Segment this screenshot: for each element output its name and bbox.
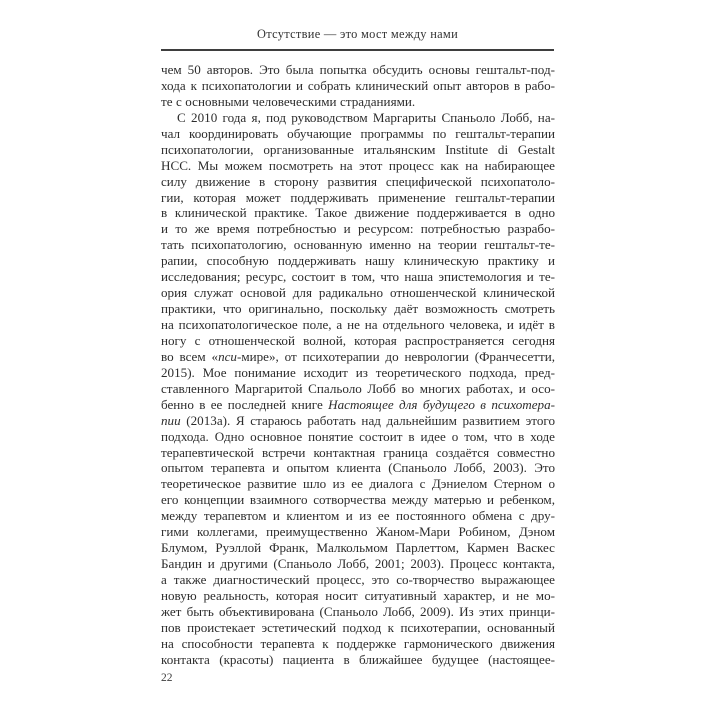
text-line: опытом терапевта и опытом клиента (Спаньоло Лобб, 2003). Это <box>161 460 555 476</box>
text-line: НСС. Мы можем посмотреть на этот процесс как на набирающее <box>161 157 555 173</box>
text-line: ставленного Маргаритой Спальоло Лобб во многих работах, и осо- <box>161 380 555 396</box>
text-line: новую реальность, которая носит ситуативный характер, и не мо- <box>161 587 555 603</box>
text-line: практики, что оригинально, поскольку даёт возможность смотреть <box>161 301 555 317</box>
text-line: жет быть объективирована (Спаньоло Лобб, 2009). Из этих принци- <box>161 603 555 619</box>
text-line: С 2010 года я, под руководством Маргариты Спаньоло Лобб, на- <box>177 109 555 125</box>
text-line: те с основными человеческими страданиями. <box>161 93 416 109</box>
text-line: психопатологии, организованные итальянским Institute di Gestalt <box>161 141 555 157</box>
text-line: рапии, способную поддерживать нашу клиническую практику и <box>161 253 555 269</box>
text-line: чал координировать обучающие программы по гештальт-терапии <box>161 125 555 141</box>
text-line: исследования; ресурс, состоит в том, что наша эпистемология и те- <box>161 269 555 285</box>
text-line: его концепции взаимного сотворчества между матерью и ребенком, <box>161 492 555 508</box>
text-line: во всем «пси-мире», от психотерапии до неврологии (Франчесетти, <box>161 348 555 364</box>
page-body <box>161 62 555 668</box>
text-line: Блумом, Руэллой Франк, Малкольмом Парлеттом, Кармен Васкес <box>161 540 555 556</box>
text-line: подхода. Одно основное понятие состоит в идее о том, что в ходе <box>161 428 555 444</box>
text-line: силу движение в сторону развития специфической психопатоло- <box>161 173 555 189</box>
text-line: Бандин и другими (Спаньоло Лобб, 2001; 2003). Процесс контакта, <box>161 556 555 572</box>
text-line: гими коллегами, преимущественно Жаном-Мари Робином, Дэном <box>161 524 555 540</box>
text-line: теоретическое развитие шло из ее диалога с Дэниелом Стерном о <box>161 476 555 492</box>
text-line: в клинической практике. Такое движение поддерживается в одно <box>161 205 555 221</box>
text-line: пии (2013a). Я стараюсь работать над дальнейшим развитием этого <box>161 412 555 428</box>
text-line: 2015). Мое понимание исходит из теоретического подхода, пред- <box>161 364 555 380</box>
text-line: терапевтической встречи контактная граница создаётся совместно <box>161 444 555 460</box>
text-line: бенно в ее последней книге Настоящее для будущего в психотера- <box>161 396 555 412</box>
header-rule <box>161 49 554 51</box>
text-line: хода к психопатологии и собрать клинический опыт авторов в рабо- <box>161 77 555 93</box>
text-line: тать психопатологию, основанную именно на теории гештальт-те- <box>161 237 555 253</box>
text-line: гии, которая может поддерживать применение гештальт-терапии <box>161 189 555 205</box>
text-line: и то же время потребностью и ресурсом: потребностью разрабо- <box>161 221 555 237</box>
text-line: пов проистекает эстетический подход к психотерапии, основанный <box>161 619 555 635</box>
text-line: ория служат основой для радикально отношенческой клинической <box>161 285 555 301</box>
text-line: на психопатологическое поле, а не на отдельного человека, и идёт в <box>161 317 555 332</box>
text-line: а также диагностический процесс, это со-творчество выражающее <box>161 572 555 587</box>
text-line: на способности терапевта к поддержке гармонического движения <box>161 635 555 651</box>
text-line: контакта (красоты) пациента в ближайшее будущее (настоящее- <box>161 651 555 667</box>
page-number: 22 <box>161 672 173 684</box>
running-head: Отсутствие — это мост между нами <box>256 27 458 41</box>
text-line: ногу с отношенческой волной, которая распространяется сегодня <box>161 332 555 348</box>
text-line: чем 50 авторов. Это была попытка обсудить основы гештальт-под- <box>161 62 555 77</box>
text-line: между терапевтом и клиентом и из ее постоянного обмена с дру- <box>161 508 555 524</box>
